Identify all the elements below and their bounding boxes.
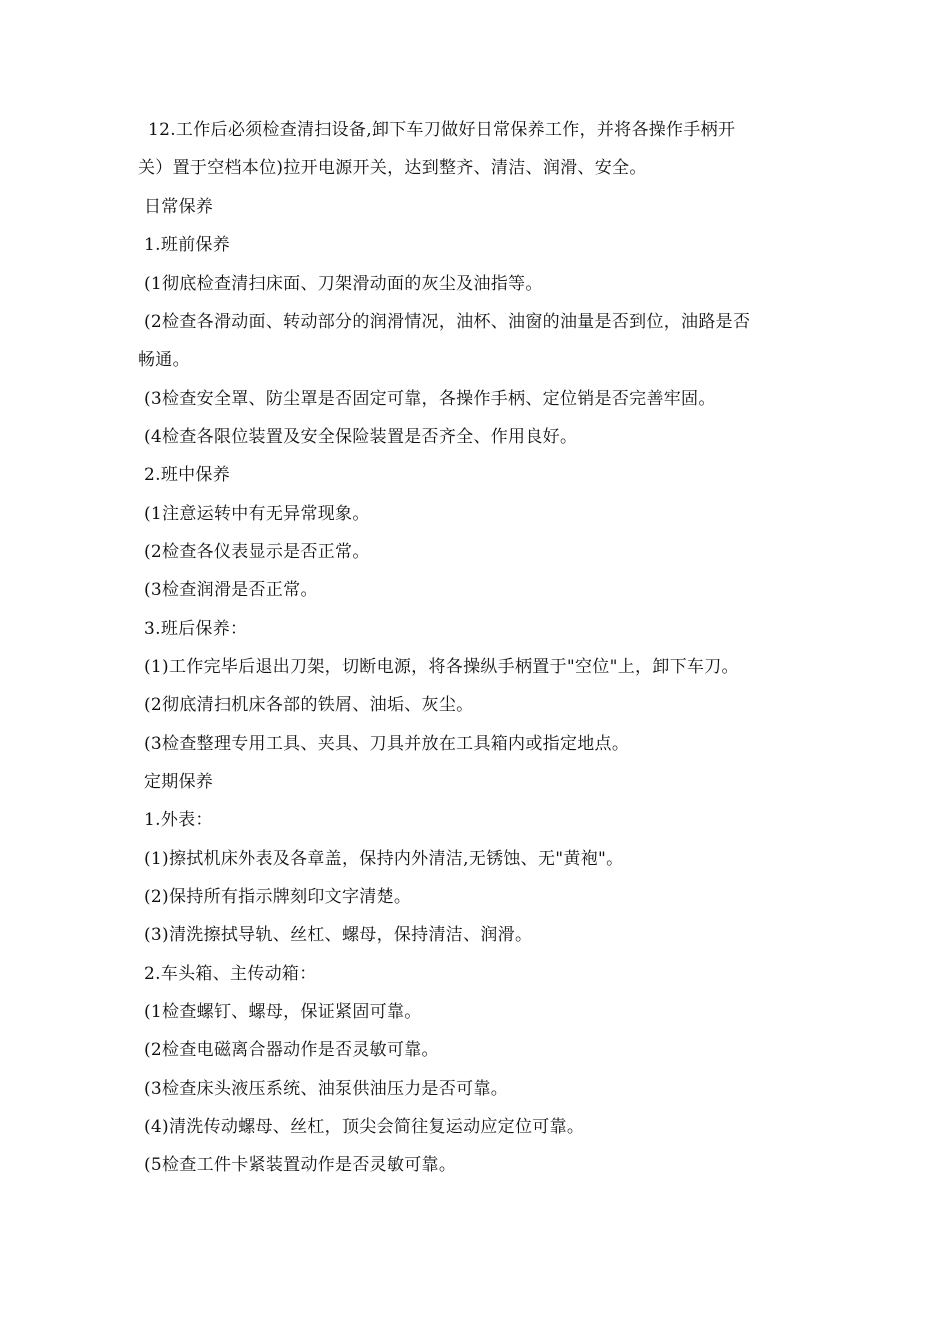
list-item: (3检查床头液压系统、油泵供油压力是否可靠。 bbox=[144, 1079, 509, 1099]
subsection-heading: 2.车头箱、主传动箱： bbox=[144, 964, 317, 984]
section-heading: 定期保养 bbox=[144, 772, 214, 792]
list-item: (2彻底清扫机床各部的铁屑、油垢、灰尘。 bbox=[144, 695, 474, 715]
section-heading: 日常保养 bbox=[144, 197, 214, 217]
subsection-heading: 1.外表： bbox=[144, 810, 213, 830]
list-item: (2检查各仪表显示是否正常。 bbox=[144, 542, 370, 562]
subsection-heading: 3.班后保养： bbox=[144, 619, 248, 639]
list-item: (4)清洗传动螺母、丝杠，顶尖会简往复运动应定位可靠。 bbox=[144, 1117, 585, 1137]
list-item: (1检查螺钉、螺母，保证紧固可靠。 bbox=[144, 1002, 422, 1022]
list-item: (3检查润滑是否正常。 bbox=[144, 580, 318, 600]
text-line: 关）置于空档本位)拉开电源开关，达到整齐、清洁、润滑、安全。 bbox=[138, 158, 647, 178]
subsection-heading: 2.班中保养 bbox=[144, 465, 231, 485]
list-item: (1注意运转中有无异常现象。 bbox=[144, 504, 370, 524]
list-item: (3)清洗擦拭导轨、丝杠、螺母，保持清洁、润滑。 bbox=[144, 925, 533, 945]
list-item: (1)工作完毕后退出刀架，切断电源，将各操纵手柄置于"空位"上，卸下车刀。 bbox=[144, 657, 739, 677]
text-line: 12.工作后必须检查清扫设备,卸下车刀做好日常保养工作，并将各操作手柄开 bbox=[148, 120, 736, 140]
list-item: (3检查整理专用工具、夹具、刀具并放在工具箱内或指定地点。 bbox=[144, 734, 630, 754]
subsection-heading: 1.班前保养 bbox=[144, 235, 231, 255]
list-item: (1彻底检查清扫床面、刀架滑动面的灰尘及油指等。 bbox=[144, 274, 543, 294]
list-item: (1)擦拭机床外表及各章盖，保持内外清洁,无锈蚀、无"黄袍"。 bbox=[144, 849, 624, 869]
list-item: (4检查各限位装置及安全保险装置是否齐全、作用良好。 bbox=[144, 427, 578, 447]
list-item: (5检查工件卡紧装置动作是否灵敏可靠。 bbox=[144, 1155, 457, 1175]
text-line: 畅通。 bbox=[138, 350, 190, 370]
list-item: (3检查安全罩、防尘罩是否固定可靠，各操作手柄、定位销是否完善牢固。 bbox=[144, 389, 716, 409]
list-item: (2检查电磁离合器动作是否灵敏可靠。 bbox=[144, 1040, 439, 1060]
list-item: (2)保持所有指示牌刻印文字清楚。 bbox=[144, 887, 412, 907]
list-item: (2检查各滑动面、转动部分的润滑情况，油杯、油窗的油量是否到位，油路是否 bbox=[144, 312, 751, 332]
